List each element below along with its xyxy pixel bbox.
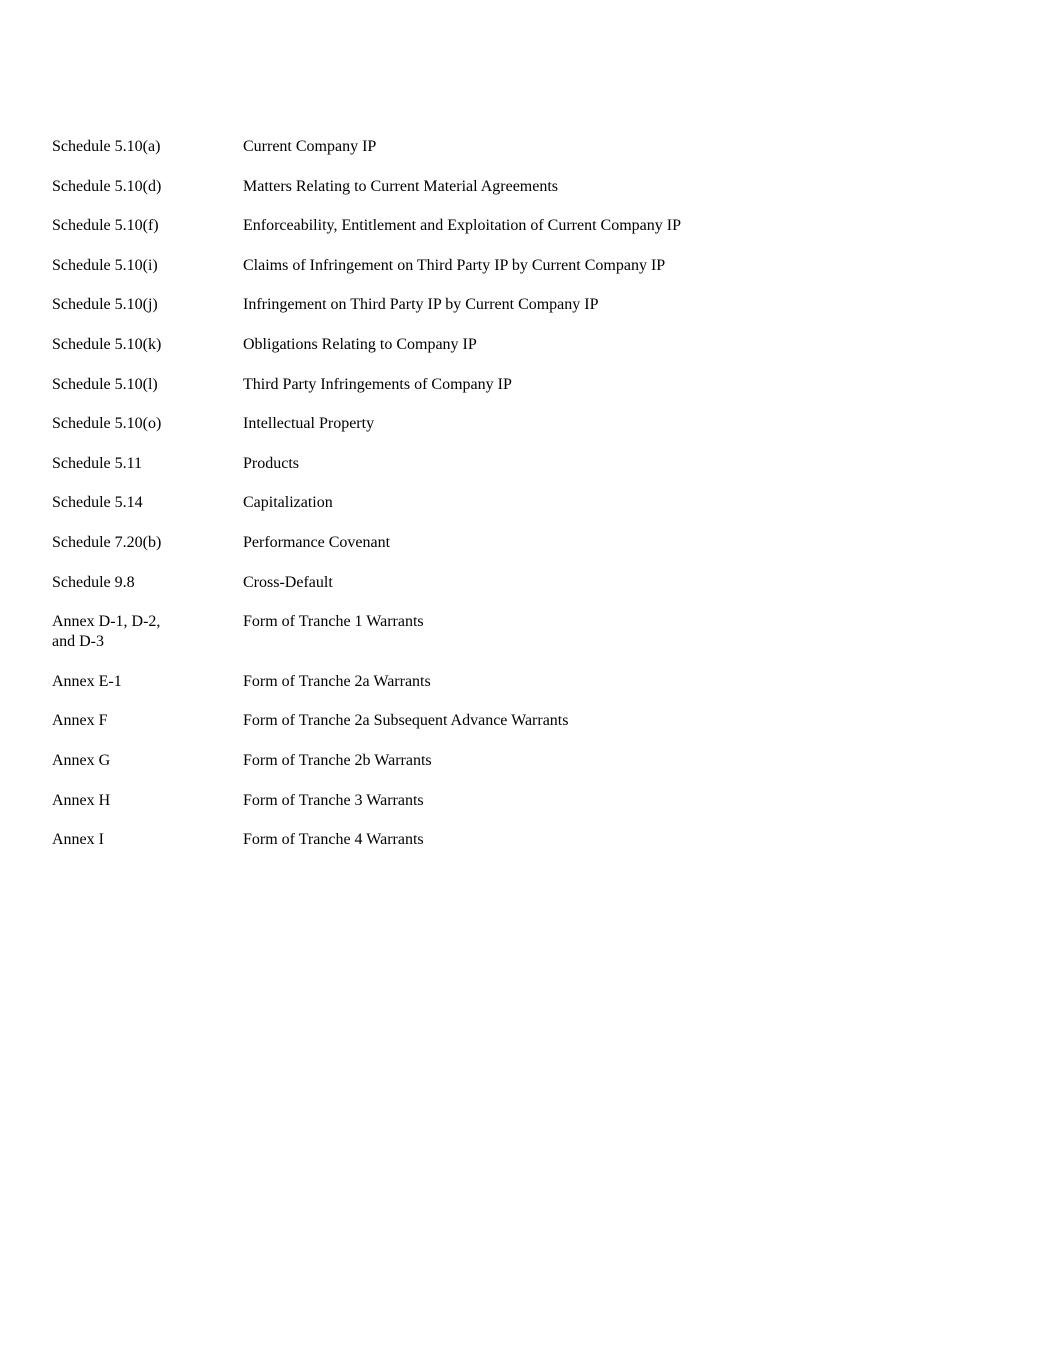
schedule-ref: Schedule 5.10(l) <box>52 375 158 393</box>
schedule-ref: Annex E-1 <box>52 672 122 690</box>
schedule-list <box>52 137 992 870</box>
schedule-title: Form of Tranche 1 Warrants <box>243 613 424 631</box>
schedule-ref: Schedule 5.11 <box>52 454 143 472</box>
schedule-ref: Annex H <box>52 791 111 809</box>
list-item <box>52 295 992 315</box>
list-item <box>52 493 992 513</box>
list-item <box>52 375 992 395</box>
list-item <box>52 256 992 276</box>
schedule-ref: Annex D-1, D-2, and D-3 <box>52 613 161 651</box>
schedule-title: Form of Tranche 2a Warrants <box>243 672 431 690</box>
schedule-title: Products <box>243 454 299 472</box>
list-item <box>52 573 992 593</box>
schedule-title: Performance Covenant <box>243 533 391 551</box>
schedule-ref: Schedule 5.10(d) <box>52 177 162 195</box>
schedule-ref: Schedule 5.10(j) <box>52 296 158 314</box>
schedule-ref: Schedule 5.10(a) <box>52 138 161 155</box>
schedule-ref: Schedule 5.10(f) <box>52 217 159 235</box>
schedule-ref: Schedule 9.8 <box>52 573 135 591</box>
schedule-title: Obligations Relating to Company IP <box>243 335 477 353</box>
list-item <box>52 830 992 850</box>
list-item <box>52 177 992 197</box>
schedule-title: Capitalization <box>243 494 333 512</box>
schedule-title: Form of Tranche 3 Warrants <box>243 791 424 809</box>
list-item <box>52 672 992 692</box>
schedule-title: Cross-Default <box>243 573 333 591</box>
schedule-title: Claims of Infringement on Third Party IP by Current Company IP <box>243 256 666 274</box>
schedule-ref: Annex F <box>52 712 108 730</box>
list-item <box>52 414 992 434</box>
list-item <box>52 612 992 652</box>
schedule-title: Enforceability, Entitlement and Exploitation of Current Company IP <box>243 217 681 235</box>
list-item <box>52 454 992 474</box>
schedule-title: Third Party Infringements of Company IP <box>243 375 512 393</box>
list-item <box>52 137 992 157</box>
schedule-title: Intellectual Property <box>243 415 375 433</box>
schedule-ref: Schedule 5.10(k) <box>52 335 162 353</box>
schedule-ref: Schedule 5.10(o) <box>52 415 162 433</box>
list-item <box>52 216 992 236</box>
list-item <box>52 711 992 731</box>
schedule-ref: Schedule 5.14 <box>52 494 143 512</box>
schedule-title: Matters Relating to Current Material Agreements <box>243 177 559 195</box>
schedule-title: Form of Tranche 2a Subsequent Advance Warrants <box>243 712 569 730</box>
schedule-title: Form of Tranche 4 Warrants <box>243 831 424 849</box>
schedule-title: Infringement on Third Party IP by Current Company IP <box>243 296 599 314</box>
list-item <box>52 751 992 771</box>
list-item <box>52 335 992 355</box>
schedule-ref: Annex I <box>52 831 104 849</box>
schedule-title: Current Company IP <box>243 138 377 155</box>
schedule-ref: Schedule 7.20(b) <box>52 533 162 551</box>
list-item <box>52 791 992 811</box>
schedule-title: Form of Tranche 2b Warrants <box>243 751 432 769</box>
schedule-ref: Schedule 5.10(i) <box>52 256 158 274</box>
list-item <box>52 533 992 553</box>
schedule-ref: Annex G <box>52 751 111 769</box>
